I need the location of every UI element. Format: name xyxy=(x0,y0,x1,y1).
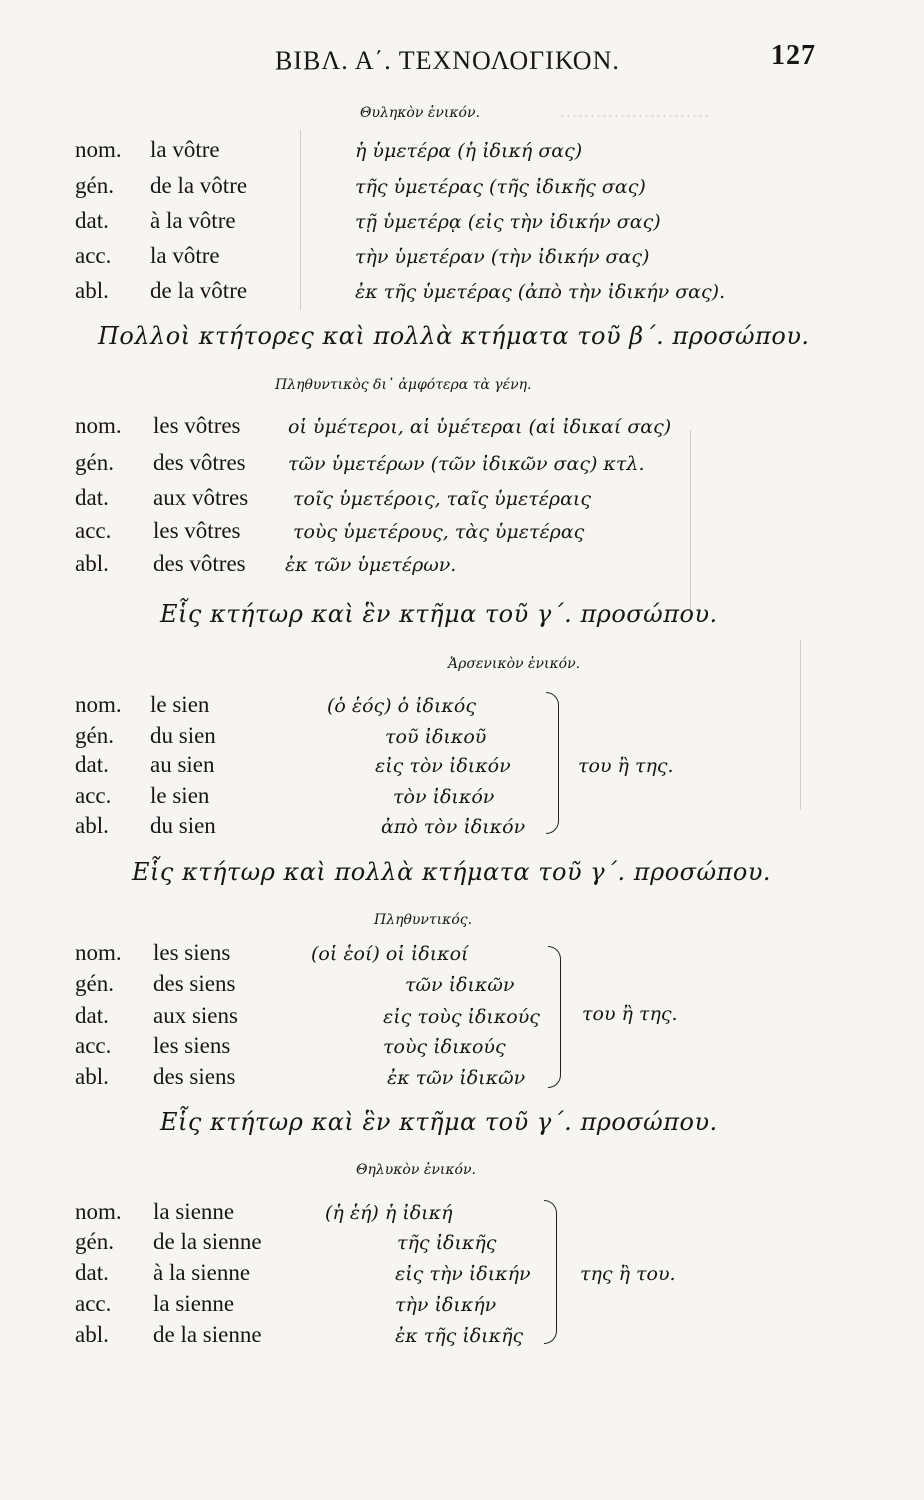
case-label: abl. xyxy=(75,1064,109,1089)
table-row xyxy=(75,971,575,1001)
section-title: Εἷς κτήτωρ καὶ ἓν κτῆμα τοῦ γ΄. προσώπου. xyxy=(160,1108,718,1136)
french-form: le sien xyxy=(150,783,210,808)
greek-form: (ἡ ἑή) ἡ ἰδική xyxy=(325,1202,453,1224)
section-subtitle: Θυληκὸν ἑνικόν. xyxy=(360,105,480,121)
greek-form: εἰς τοὺς ἰδικούς xyxy=(383,1006,540,1028)
table-row xyxy=(75,1260,575,1290)
section-subtitle: Θηλυκὸν ἑνικόν. xyxy=(356,1162,476,1178)
case-label: abl. xyxy=(75,813,109,838)
greek-form: οἱ ὑμέτεροι, αἱ ὑμέτεραι (αἱ ἰδικαί σας) xyxy=(288,416,672,438)
greek-form: τὴν ἰδικήν xyxy=(395,1294,497,1316)
case-label: nom. xyxy=(75,137,122,162)
french-form: à la sienne xyxy=(153,1260,251,1285)
french-form: de la vôtre xyxy=(150,278,248,303)
case-label: nom. xyxy=(75,940,122,965)
gloss: του ἢ της. xyxy=(582,1003,678,1025)
grouping-brace xyxy=(546,692,559,834)
french-form: des vôtres xyxy=(153,450,246,475)
table-row xyxy=(75,1291,575,1321)
case-label: gén. xyxy=(75,450,114,475)
greek-form: τῆς ἰδικῆς xyxy=(397,1232,497,1254)
table-row xyxy=(75,518,795,548)
french-form: les vôtres xyxy=(153,413,241,438)
french-form: du sien xyxy=(150,723,216,748)
bleed-through: ......................... xyxy=(560,100,710,122)
french-form: les vôtres xyxy=(153,518,241,543)
table-row xyxy=(75,940,575,970)
table-row xyxy=(75,137,795,167)
case-label: dat. xyxy=(75,208,109,233)
french-form: au sien xyxy=(150,752,215,777)
gloss: της ἢ του. xyxy=(580,1263,676,1285)
table-row xyxy=(75,1199,575,1229)
case-label: dat. xyxy=(75,485,109,510)
case-label: gén. xyxy=(75,173,114,198)
greek-form: (οἱ ἑοί) οἱ ἰδικοί xyxy=(311,943,469,965)
gloss: του ἢ της. xyxy=(578,755,674,777)
table-row xyxy=(75,752,575,782)
table-row xyxy=(75,1064,575,1094)
table-row xyxy=(75,813,575,843)
greek-form: (ὁ ἑός) ὁ ἰδικός xyxy=(327,695,476,717)
table-row xyxy=(75,173,795,203)
table-row xyxy=(75,243,795,273)
greek-form: εἰς τὴν ἰδικήν xyxy=(395,1263,531,1285)
greek-form: εἰς τὸν ἰδικόν xyxy=(375,755,511,777)
page-number: 127 xyxy=(771,40,816,71)
greek-form: τὴν ὑμετέραν (τὴν ἰδικήν σας) xyxy=(355,246,650,268)
table-row xyxy=(75,1033,575,1063)
greek-form: ἐκ τῶν ἰδικῶν xyxy=(387,1067,526,1089)
case-label: acc. xyxy=(75,1033,112,1058)
table-row xyxy=(75,1229,575,1259)
greek-form: τῶν ὑμετέρων (τῶν ἰδικῶν σας) κτλ. xyxy=(288,453,645,475)
case-label: acc. xyxy=(75,243,112,268)
case-label: nom. xyxy=(75,692,122,717)
table-row xyxy=(75,723,575,753)
greek-form: ἐκ τῶν ὑμετέρων. xyxy=(285,554,457,576)
table-row xyxy=(75,485,795,515)
french-form: de la sienne xyxy=(153,1322,262,1347)
case-label: abl. xyxy=(75,551,109,576)
french-form: de la sienne xyxy=(153,1229,262,1254)
table-row xyxy=(75,1003,575,1033)
case-label: dat. xyxy=(75,752,109,777)
section-title: Εἷς κτήτωρ καὶ πολλὰ κτήματα τοῦ γ΄. προσώπου. xyxy=(132,858,772,886)
greek-form: τὸν ἰδικόν xyxy=(393,786,495,808)
case-label: gén. xyxy=(75,723,114,748)
case-label: acc. xyxy=(75,518,112,543)
bleed-through-rule xyxy=(800,640,801,810)
french-form: des siens xyxy=(153,971,236,996)
french-form: la sienne xyxy=(153,1199,235,1224)
french-form: les siens xyxy=(153,940,231,965)
table-row xyxy=(75,413,795,443)
greek-form: ἀπὸ τὸν ἰδικόν xyxy=(381,816,526,838)
table-row xyxy=(75,208,795,238)
french-form: du sien xyxy=(150,813,216,838)
table-row xyxy=(75,692,575,722)
table-row xyxy=(75,278,795,308)
case-label: dat. xyxy=(75,1003,109,1028)
section-subtitle: Ἀρσενικὸν ἑνικόν. xyxy=(448,656,581,672)
french-form: à la vôtre xyxy=(150,208,236,233)
case-label: gén. xyxy=(75,971,114,996)
french-form: aux vôtres xyxy=(153,485,249,510)
table-row xyxy=(75,1322,575,1352)
table-row xyxy=(75,783,575,813)
french-form: la vôtre xyxy=(150,137,220,162)
grouping-brace xyxy=(544,1200,557,1344)
greek-form: τῇ ὑμετέρᾳ (εἰς τὴν ἰδικήν σας) xyxy=(355,211,661,233)
greek-form: τοὺς ἰδικούς xyxy=(383,1036,506,1058)
greek-form: τῆς ὑμετέρας (τῆς ἰδικῆς σας) xyxy=(355,176,646,198)
greek-form: ἐκ τῆς ὑμετέρας (ἀπὸ τὴν ἰδικήν σας). xyxy=(355,281,726,303)
greek-form: τοὺς ὑμετέρους, τὰς ὑμετέρας xyxy=(293,521,585,543)
greek-form: τοῦ ἰδικοῦ xyxy=(385,726,487,748)
french-form: le sien xyxy=(150,692,210,717)
french-form: la sienne xyxy=(153,1291,235,1316)
french-form: de la vôtre xyxy=(150,173,248,198)
case-label: dat. xyxy=(75,1260,109,1285)
running-head-title: ΒΙΒΛ. Α΄. ΤΕΧΝΟΛΟΓΙΚΟΝ. xyxy=(275,46,620,75)
french-form: des siens xyxy=(153,1064,236,1089)
french-form: des vôtres xyxy=(153,551,246,576)
case-label: nom. xyxy=(75,413,122,438)
table-row xyxy=(75,551,795,581)
case-label: nom. xyxy=(75,1199,122,1224)
section-title: Εἷς κτήτωρ καὶ ἓν κτῆμα τοῦ γ΄. προσώπου. xyxy=(160,600,718,628)
section-title: Πολλοὶ κτήτορες καὶ πολλὰ κτήματα τοῦ β΄. προσώπου. xyxy=(98,322,810,350)
case-label: acc. xyxy=(75,783,112,808)
greek-form: ἡ ὑμετέρα (ἡ ἰδική σας) xyxy=(355,140,583,162)
case-label: gén. xyxy=(75,1229,114,1254)
greek-form: ἐκ τῆς ἰδικῆς xyxy=(395,1325,524,1347)
french-form: la vôtre xyxy=(150,243,220,268)
case-label: abl. xyxy=(75,1322,109,1347)
french-form: les siens xyxy=(153,1033,231,1058)
greek-form: τῶν ἰδικῶν xyxy=(405,974,515,996)
section-subtitle: Πληθυντικός. xyxy=(374,912,473,928)
case-label: abl. xyxy=(75,278,109,303)
section-subtitle: Πληθυντικὸς δι᾽ ἀμφότερα τὰ γένη. xyxy=(275,377,532,393)
running-header xyxy=(275,40,816,76)
french-form: aux siens xyxy=(153,1003,238,1028)
greek-form: τοῖς ὑμετέροις, ταῖς ὑμετέραις xyxy=(293,488,592,510)
table-row xyxy=(75,450,795,480)
grouping-brace xyxy=(548,946,561,1088)
case-label: acc. xyxy=(75,1291,112,1316)
